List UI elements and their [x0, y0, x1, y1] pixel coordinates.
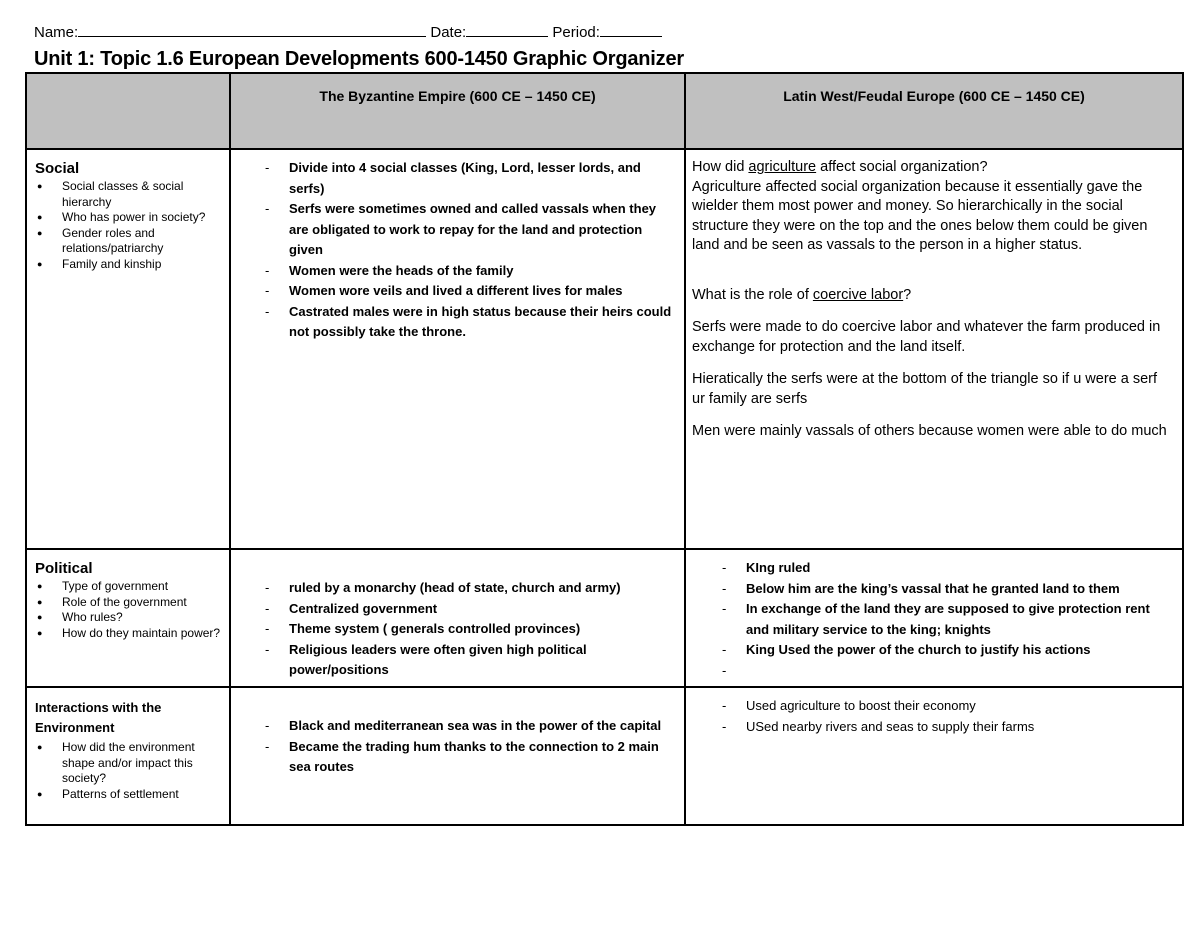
- prompt-item: ● Who has power in society?: [35, 210, 223, 226]
- social-byzantine-cell[interactable]: [230, 149, 685, 549]
- list-item: - Women were the heads of the family: [265, 262, 514, 278]
- list-item: - ruled by a monarchy (head of state, church and army): [265, 580, 621, 595]
- environment-prompts: [35, 740, 223, 802]
- list-item: - Below him are the king’s vassal that he granted land to them: [722, 580, 1120, 596]
- political-label-cell: [26, 549, 230, 687]
- list-item: - Divide into 4 social classes (King, Lord, lesser lords, and serfs): [265, 160, 641, 196]
- row-title-political: Political: [35, 560, 93, 577]
- environment-byzantine-list: [259, 716, 674, 778]
- page-title: Unit 1: Topic 1.6 European Developments 600-1450 Graphic Organizer: [34, 48, 684, 70]
- date-label: Date:: [430, 24, 467, 41]
- environment-latin-cell[interactable]: [685, 687, 1183, 825]
- period-label: Period:: [552, 24, 600, 41]
- social-byzantine-list: [259, 158, 674, 343]
- list-item: - Used agriculture to boost their economy: [722, 698, 976, 713]
- answer-hierarchy: Hieratically the serfs were at the bottom of the triangle so if u were a serf ur family are serfs: [692, 371, 1158, 407]
- answer-coercive-labor: Serfs were made to do coercive labor and whatever the farm produced in exchange for protection and the land itself.: [692, 319, 1161, 355]
- prompt-item: ● Patterns of settlement: [35, 787, 223, 803]
- social-prompts: [35, 179, 223, 272]
- header-row: [26, 73, 1183, 149]
- graphic-organizer-table: [25, 72, 1184, 826]
- period-field[interactable]: [600, 22, 662, 37]
- answer-agriculture: Agriculture affected social organization because it essentially gave the wielder them most power and money. So hierarchically in the social structure they were on the top and the ones below them could be given land and be seen as vassals to the person in a higher status.: [692, 178, 1148, 253]
- list-item: - Serfs were sometimes owned and called vassals when they are obligated to work to repay for the land and protection given: [265, 201, 657, 257]
- list-item: - In exchange of the land they are supposed to give protection rent and military service to the king; knights: [722, 601, 1150, 637]
- list-item: - Black and mediterranean sea was in the power of the capital: [265, 718, 662, 733]
- political-latin-list: - KIng ruled - Below him are the king’s vassal that he granted land to them - In exchange of the land they are supposed to give protection rent and military service to the king; knights - King Used the power of the church to justify his actions -: [716, 558, 1174, 661]
- name-label: Name:: [34, 24, 79, 41]
- row-title-environment: Interactions with the Environment: [35, 700, 162, 735]
- prompt-item: ● How did the environment shape and/or impact this society?: [35, 740, 223, 787]
- student-info-line: [34, 22, 662, 41]
- question-agriculture: How did agriculture affect social organization?: [692, 159, 988, 175]
- column-header-latin-west: Latin West/Feudal Europe (600 CE – 1450 CE): [685, 73, 1183, 149]
- prompt-item: ● Type of government: [35, 579, 223, 595]
- social-latin-cell[interactable]: [685, 149, 1183, 549]
- political-prompts: [35, 579, 223, 641]
- list-item: - King Used the power of the church to justify his actions: [722, 642, 1091, 657]
- column-header-byzantine: The Byzantine Empire (600 CE – 1450 CE): [230, 73, 685, 149]
- list-item: - Became the trading hum thanks to the connection to 2 main sea routes: [265, 738, 659, 774]
- row-title-social: Social: [35, 160, 80, 177]
- environment-latin-list: [716, 696, 1174, 737]
- list-item: - Women wore veils and lived a different lives for males: [265, 283, 623, 298]
- prompt-item: ● Social classes & social hierarchy: [35, 179, 223, 210]
- list-item: - Religious leaders were often given high political power/positions: [265, 641, 587, 677]
- list-item: - KIng ruled: [722, 560, 811, 575]
- environment-row: [26, 687, 1183, 825]
- social-row: [26, 149, 1183, 549]
- prompt-item: ● Who rules?: [35, 610, 223, 626]
- political-latin-cell[interactable]: [685, 549, 1183, 687]
- date-field[interactable]: [466, 22, 548, 37]
- prompt-item: ● How do they maintain power?: [35, 626, 223, 642]
- list-item: - Theme system ( generals controlled provinces): [265, 621, 581, 636]
- environment-byzantine-cell[interactable]: [230, 687, 685, 825]
- prompt-item: ● Gender roles and relations/patriarchy: [35, 226, 223, 257]
- prompt-item: ● Role of the government: [35, 595, 223, 611]
- corner-cell: [26, 73, 230, 149]
- political-byzantine-list: [259, 578, 674, 681]
- list-item: - Castrated males were in high status because their heirs could not possibly take the throne.: [265, 303, 672, 339]
- social-label-cell: [26, 149, 230, 549]
- political-byzantine-cell[interactable]: [230, 549, 685, 687]
- question-coercive-labor: What is the role of coercive labor?: [692, 286, 912, 303]
- list-item: - USed nearby rivers and seas to supply their farms: [722, 718, 1035, 734]
- political-row: [26, 549, 1183, 687]
- answer-gender: Men were mainly vassals of others because women were able to do much: [692, 423, 1167, 439]
- list-item: - Centralized government: [265, 600, 438, 616]
- environment-label-cell: [26, 687, 230, 825]
- prompt-item: ● Family and kinship: [35, 257, 223, 273]
- name-field[interactable]: [78, 22, 426, 37]
